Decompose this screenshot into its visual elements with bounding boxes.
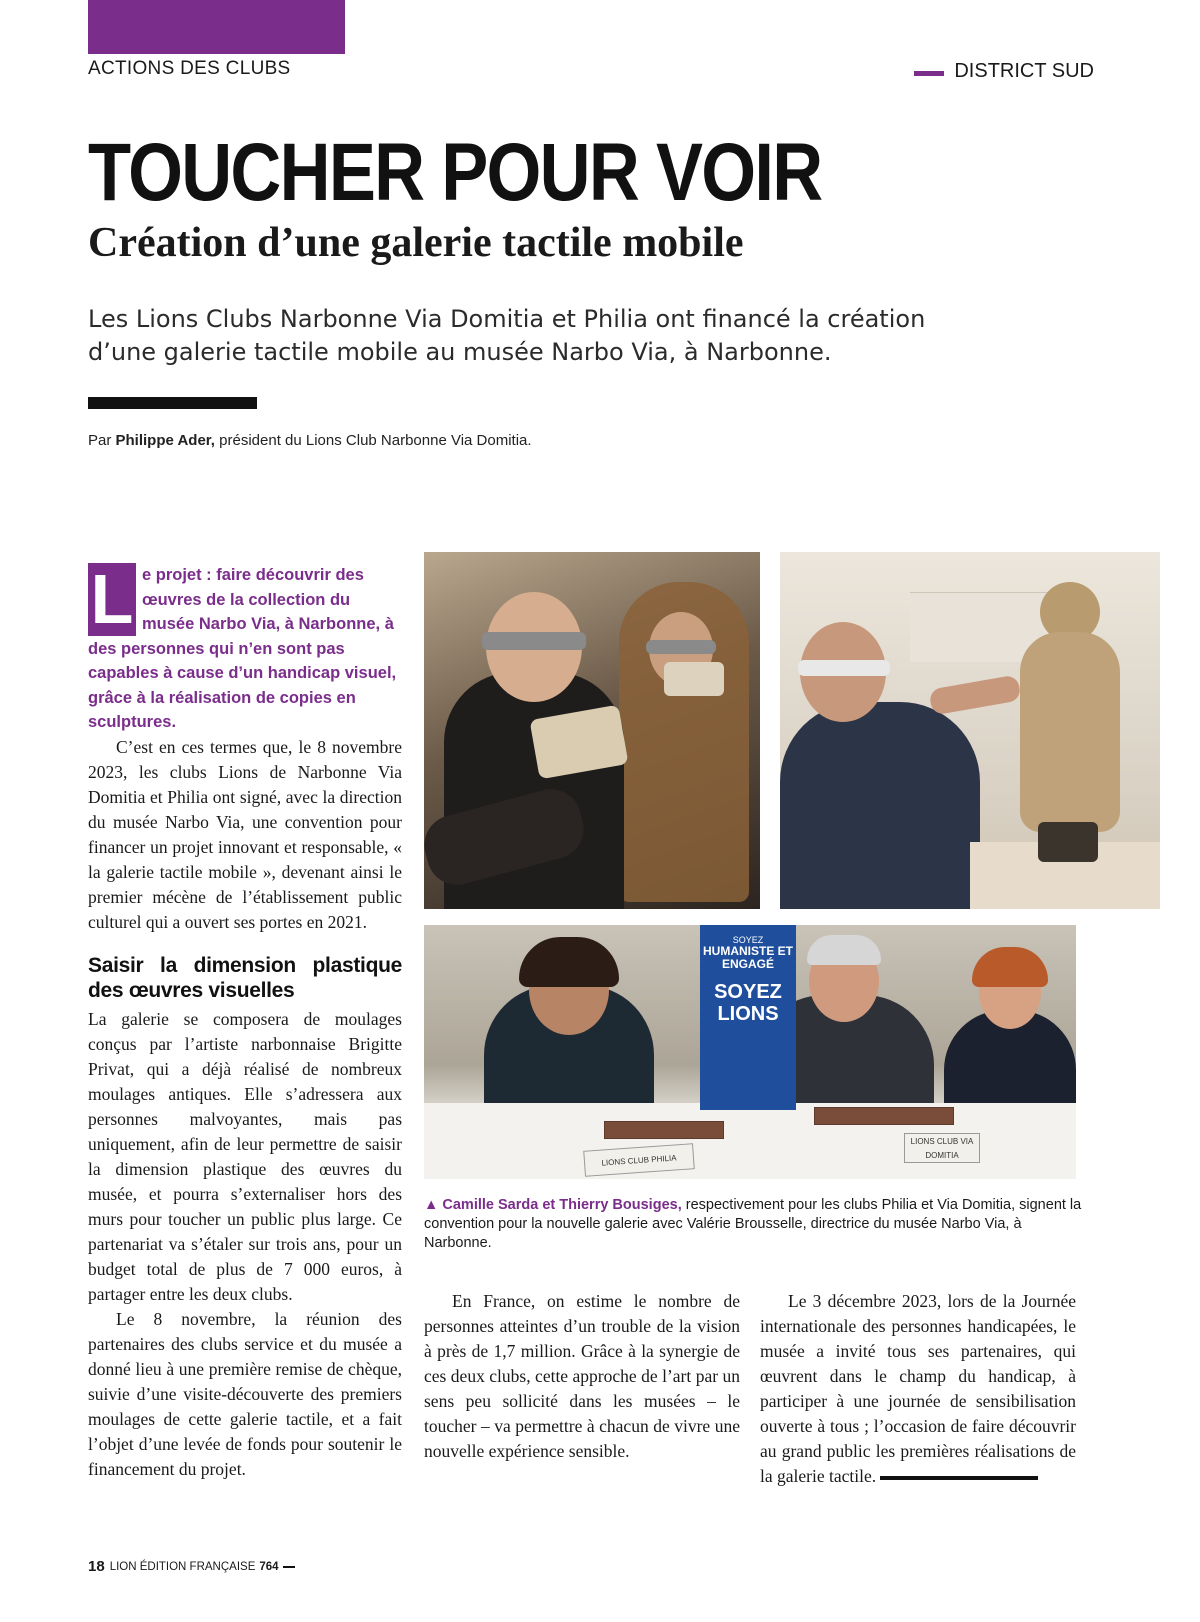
article-subtitle: Création d’une galerie tactile mobile <box>88 220 744 266</box>
body-paragraph-5-text: Le 3 décembre 2023, lors de la Journée internationale des personnes handicapées, le musée a invité tous ses partenaires, qui œuvrent dans le champ du handicap, à participer à une journée de sensibilisation ouverte à tous ; l’occasion de faire découvrir au grand public les premières réalisations de la galerie tactile. <box>760 1291 1076 1486</box>
article-column-1 <box>88 560 402 1482</box>
section-color-tab <box>88 0 345 54</box>
sign-lions-club-via-domitia: LIONS CLUB VIA DOMITIA <box>904 1133 980 1163</box>
issue-number: 764 <box>259 1560 279 1573</box>
byline-author: Philippe Ader, <box>115 432 215 449</box>
intro-text: e projet : faire découvrir des œuvres de la collection du musée Narbo Via, à Narbonne, à des personnes qui n’en sont pas capables à cause d’un handicap visuel, grâce à la réalisation de copies en sculptures. <box>88 566 397 731</box>
banner-line-3: SOYEZ LIONS <box>714 981 782 1025</box>
body-paragraph-1: C’est en ces termes que, le 8 novembre 2023, les clubs Lions de Narbonne Via Domitia et Philia ont signé, avec la direction du musée Narbo Via, une convention pour financer un projet innovant et responsable, « la galerie tactile mobile », devenant ainsi le premier mécène de l’établissement public culturel qui a ouvert ses portes en 2021. <box>88 736 402 932</box>
article-column-3 <box>760 1289 1076 1489</box>
page-footer <box>88 1558 295 1575</box>
article-title: TOUCHER POUR VOIR <box>88 127 822 218</box>
drop-cap: L <box>88 563 136 636</box>
lead-rule <box>88 397 257 409</box>
district-accent-dash <box>914 71 944 76</box>
photo-caption <box>424 1196 1084 1253</box>
byline-suffix: président du Lions Club Narbonne Via Domitia. <box>214 432 532 449</box>
byline-prefix: Par <box>88 432 116 449</box>
body-paragraph-2: La galerie se composera de moulages conçus par l’artiste narbonnaise Brigitte Privat, qui a déjà réalisé de nombreux moulages antiques. Elle s’adressera aux personnes malvoyantes, mais pas uniquement, afin de leur permettre de saisir la dimension plastique des œuvres du musée, et pourra s’externaliser hors des murs pour toucher un public plus large. Ce partenariat va s’étaler sur trois ans, pour un budget total de plus de 7 000 euros, à partager entre les deux clubs. <box>88 1008 402 1304</box>
caption-text: respectivement pour les clubs Philia et Via Domitia, signent la convention pour la nouvelle galerie avec Valérie Brousselle, directrice du musée Narbo Via, à Narbonne. <box>424 1197 1082 1251</box>
body-paragraph-5 <box>760 1289 1076 1489</box>
banner-line-1: SOYEZ <box>732 935 764 945</box>
article-subhead: Saisir la dimension plastique des œuvres visuelles <box>88 953 402 1002</box>
footer-dash <box>283 1566 295 1568</box>
sign-lions-club-philia: LIONS CLUB PHILIA <box>583 1143 695 1177</box>
article-lead: Les Lions Clubs Narbonne Via Domitia et Philia ont financé la création d’une galerie tactile mobile au musée Narbo Via, à Narbonne. <box>88 305 926 366</box>
intro-paragraph <box>88 560 402 735</box>
caption-marker: ▲ <box>424 1197 439 1213</box>
body-paragraph-3: Le 8 novembre, la réunion des partenaires des clubs service et du musée a donné lieu à une première remise de chèque, suivie d’une visite-découverte des premiers moulages de cette galerie tactile, et a fait l’objet d’une levée de fonds pour soutenir le financement du projet. <box>88 1308 402 1479</box>
banner-line-2: HUMANISTE ET ENGAGÉ <box>703 944 793 971</box>
publication-name: LION ÉDITION FRANÇAISE <box>109 1560 256 1573</box>
photo-statue-touch <box>780 552 1160 909</box>
lions-banner <box>700 925 796 1110</box>
article-column-2 <box>424 1289 740 1464</box>
photo-blindfolded-visitors <box>424 552 760 909</box>
district-label <box>914 60 1094 83</box>
section-label: ACTIONS DES CLUBS <box>88 58 291 79</box>
byline <box>88 432 532 449</box>
district-text: DISTRICT SUD <box>954 60 1094 82</box>
page-number: 18 <box>88 1558 105 1575</box>
caption-names: Camille Sarda et Thierry Bousiges, <box>442 1197 682 1213</box>
article-end-mark <box>880 1476 1038 1480</box>
body-paragraph-4: En France, on estime le nombre de personnes atteintes d’un trouble de la vision à près de 1,7 million. Grâce à la synergie de ces deux clubs, cette approche de l’art par un sens peu sollicité dans les musées – le toucher – va permettre à chacun de vivre une nouvelle expérience sensible. <box>424 1291 740 1461</box>
